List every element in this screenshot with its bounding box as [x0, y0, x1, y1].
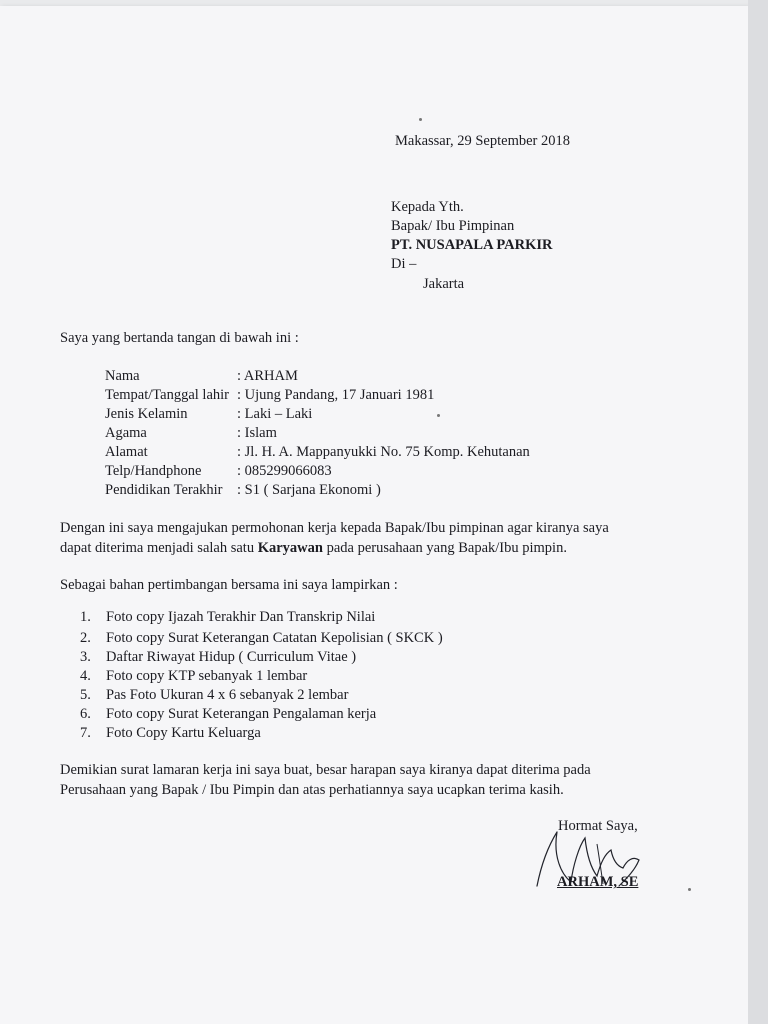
list-item — [80, 629, 443, 648]
request-text-bold: Karyawan — [257, 540, 323, 556]
paper-speck — [688, 888, 691, 891]
list-text: Daftar Riwayat Hidup ( Curriculum Vitae ) — [106, 649, 357, 665]
list-text: Pas Foto Ukuran 4 x 6 sebanyak 2 lembar — [106, 687, 349, 703]
request-paragraph-line-2 — [60, 539, 567, 558]
list-text: Foto copy Ijazah Terakhir Dan Transkrip Nilai — [106, 609, 376, 625]
identity-label: Tempat/Tanggal lahir — [105, 387, 229, 403]
identity-label: Pendidikan Terakhir — [105, 482, 223, 498]
recipient-line-2: Bapak/ Ibu Pimpinan — [391, 218, 515, 234]
closing-line-1: Demikian surat lamaran kerja ini saya buat, besar harapan saya kiranya dapat diterima pada — [60, 762, 591, 778]
list-item — [80, 667, 307, 686]
request-text-a: dapat diterima menjadi salah satu — [60, 540, 258, 556]
place-date: Makassar, 29 September 2018 — [395, 133, 570, 149]
recipient-company: PT. NUSAPALA PARKIR — [391, 237, 553, 253]
identity-value: : ARHAM — [237, 368, 298, 384]
list-item — [80, 724, 261, 743]
identity-value: : S1 ( Sarjana Ekonomi ) — [237, 482, 381, 498]
recipient-line-1: Kepada Yth. — [391, 199, 464, 215]
list-item — [80, 608, 375, 627]
list-number: 5. — [80, 687, 91, 703]
attachment-intro: Sebagai bahan pertimbangan bersama ini saya lampirkan : — [60, 577, 398, 593]
list-number: 3. — [80, 649, 91, 665]
list-number: 6. — [80, 706, 91, 722]
list-text: Foto copy Surat Keterangan Pengalaman kerja — [106, 706, 377, 722]
list-number: 4. — [80, 668, 91, 684]
identity-label: Nama — [105, 368, 140, 384]
list-number: 2. — [80, 630, 91, 646]
list-item — [80, 648, 356, 667]
list-text: Foto Copy Kartu Keluarga — [106, 725, 261, 741]
paper-speck — [419, 118, 422, 121]
recipient-line-4: Di – — [391, 256, 417, 272]
closing-line-2: Perusahaan yang Bapak / Ibu Pimpin dan atas perhatiannya saya ucapkan terima kasih. — [60, 782, 564, 798]
list-number: 1. — [80, 609, 91, 625]
request-text-b: pada perusahaan yang Bapak/Ibu pimpin. — [322, 540, 567, 556]
list-number: 7. — [80, 725, 91, 741]
identity-label: Telp/Handphone — [105, 463, 202, 479]
identity-value: : Jl. H. A. Mappanyukki No. 75 Komp. Kehutanan — [237, 444, 530, 460]
identity-label: Alamat — [105, 444, 148, 460]
scan-edge — [748, 0, 768, 1024]
identity-label: Agama — [105, 425, 147, 441]
paper-speck — [437, 414, 440, 417]
list-text: Foto copy Surat Keterangan Catatan Kepolisian ( SKCK ) — [106, 630, 443, 646]
identity-value: : 085299066083 — [237, 463, 332, 479]
salutation: Hormat Saya, — [558, 818, 638, 834]
list-item — [80, 686, 348, 705]
recipient-city: Jakarta — [423, 276, 465, 292]
signer-name: ARHAM, SE — [557, 874, 639, 890]
identity-value: : Ujung Pandang, 17 Januari 1981 — [237, 387, 435, 403]
intro-text: Saya yang bertanda tangan di bawah ini : — [60, 330, 299, 346]
list-text: Foto copy KTP sebanyak 1 lembar — [106, 668, 308, 684]
letter-page — [0, 6, 748, 1024]
list-item — [80, 705, 376, 724]
identity-value: : Laki – Laki — [237, 406, 313, 422]
identity-value: : Islam — [237, 425, 277, 441]
identity-label: Jenis Kelamin — [105, 406, 188, 422]
request-paragraph-line-1: Dengan ini saya mengajukan permohonan kerja kepada Bapak/Ibu pimpinan agar kiranya saya — [60, 520, 609, 536]
